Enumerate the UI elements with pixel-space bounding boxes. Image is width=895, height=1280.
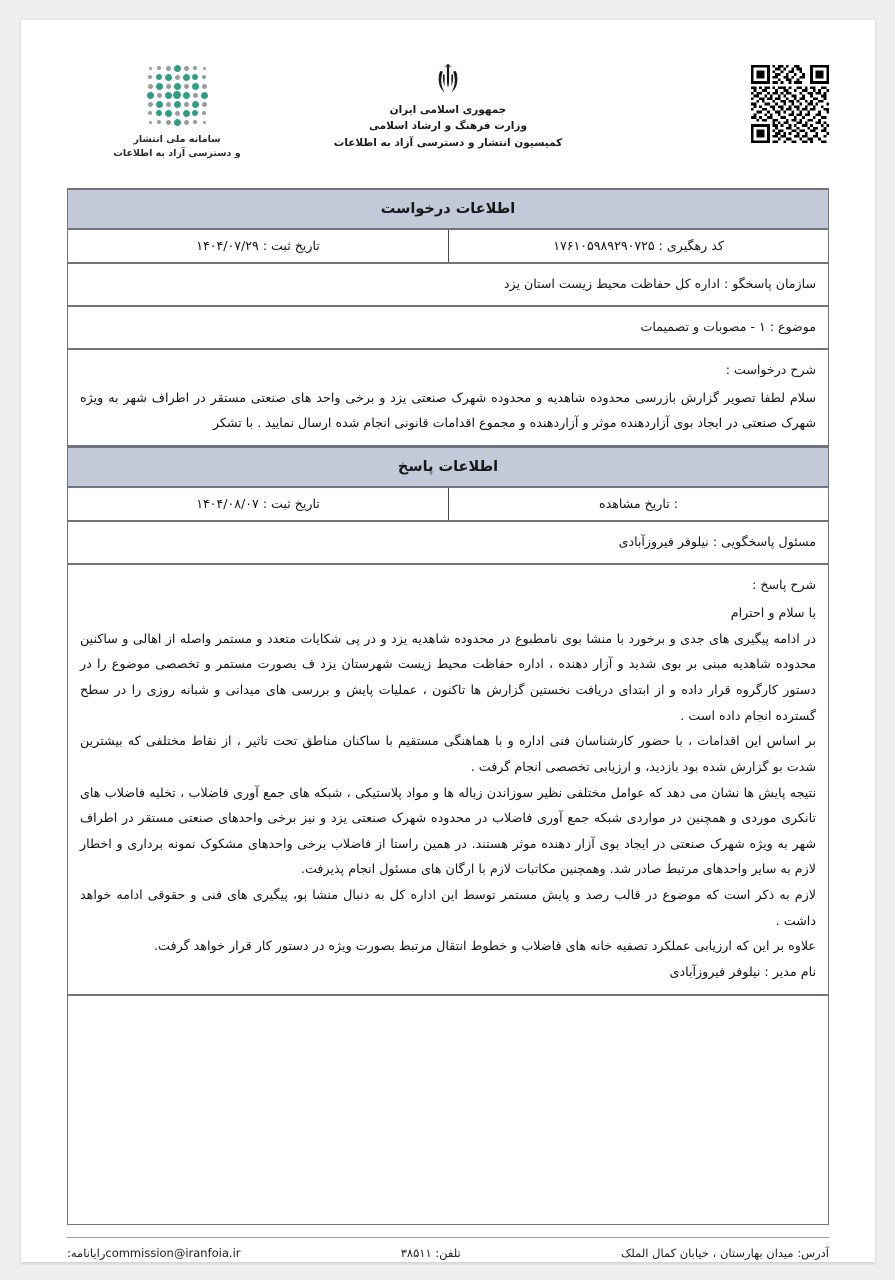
answer-body-row <box>68 565 828 996</box>
dot-grid-logo-icon <box>146 64 208 126</box>
iran-emblem-icon <box>431 62 465 98</box>
footer-email-label: رایانامه: <box>67 1245 106 1260</box>
national-system-block <box>87 64 267 162</box>
blank-content-area <box>68 996 828 1224</box>
national-system-lines <box>87 133 267 162</box>
answer-date-label: تاریخ ثبت : <box>262 496 320 512</box>
footer-phone <box>401 1246 461 1260</box>
request-meta-row <box>68 230 828 264</box>
request-description-text: سلام لطفا تصویر گزارش بازرسی محدوده شاهدیه و محدوده شهرک صنعتی یزد و برخی واحد های صنعتی مستقر در اطراف شهر به ویژه شهرک صنعتی در ایجاد بوی آزاردهنده موثر و آزاردهنده و مجموع اقدامات قانونی انجام شده ارسال نمایید . با تشکر <box>80 389 816 431</box>
document-footer <box>67 1237 829 1260</box>
document-table <box>67 188 829 1225</box>
footer-email <box>67 1246 240 1260</box>
document-page <box>21 20 875 1262</box>
answer-body-label: شرح پاسخ : <box>752 577 816 592</box>
answer-paragraph-1: در ادامه پیگیری های جدی و برخورد با منشا بوی نامطبوع در محدوده شاهدیه یزد و در پی شکایات متعدد و مستمر واصله از اهالی و ساکنین محدوده شاهدیه مبنی بر بوی شدید و آزار دهنده ، اداره حفاظت محیط زیست شهرستان یزد ف بصورت مستمر و تخصصی موضوع را در دستور کارگروه قرار داده و از ابتدای دریافت نخستین گزارش ها تاکنون ، عملیات پایش و بررسی های میدانی و شبانه روزی را در سطح گسترده انجام داده است . <box>80 630 816 723</box>
tracking-code-cell <box>448 230 828 262</box>
responder-text: مسئول پاسخگویی : نیلوفر فیروزآبادی <box>618 534 816 550</box>
organization-row <box>68 264 828 307</box>
footer-email-value[interactable]: commission@iranfoia.ir <box>105 1245 241 1260</box>
subject-text: موضوع : ۱ - مصوبات و تصمیمات <box>640 318 816 334</box>
answer-paragraph-4: لازم به ذکر است که موضوع در قالب رصد و پایش مستمر توسط این اداره کل به دنبال منشا بو، پیگیری های فنی و حقوقی ادامه خواهد داشت . <box>80 887 816 928</box>
ministry-line-1: جمهوری اسلامی ایران <box>389 104 507 116</box>
answer-section-title: اطلاعات پاسخ <box>68 447 828 488</box>
view-date-label: : تاریخ مشاهده <box>599 496 678 512</box>
request-section-title: اطلاعات درخواست <box>68 189 828 230</box>
system-line-2: و دسترسی آزاد به اطلاعات <box>113 148 241 160</box>
ministry-line-3: کمیسیون انتشار و دسترسی آزاد به اطلاعات <box>333 136 563 149</box>
answer-meta-row <box>68 488 828 522</box>
footer-address: آدرس: میدان بهارستان ، خیابان کمال الملک <box>620 1245 829 1260</box>
tracking-code-value: ۱۷۶۱۰۵۹۸۹۲۹۰۷۲۵ <box>553 238 655 253</box>
answer-body-text <box>80 600 816 985</box>
ministry-lines <box>333 102 563 151</box>
request-date-value: ۱۴۰۴/۰۷/۲۹ <box>196 238 259 253</box>
responder-row <box>68 522 828 565</box>
answer-date-value: ۱۴۰۴/۰۸/۰۷ <box>196 496 259 512</box>
view-date-cell <box>448 488 828 520</box>
request-description-cell <box>68 350 828 445</box>
request-date-label: تاریخ ثبت : <box>262 238 320 253</box>
request-description-row <box>68 350 828 447</box>
qr-code-icon <box>751 65 829 143</box>
system-line-1: سامانه ملی انتشار <box>133 134 221 145</box>
answer-paragraph-6: نام مدیر : نیلوفر فیروزآبادی <box>669 964 816 980</box>
answer-paragraph-3: نتیجه پایش ها نشان می دهد که عوامل مختلفی نظیر سوزاندن زباله ها و مواد پلاستیکی ، شبکه های جمع آوری فاضلاب ، تخلیه فاضلاب های تانکری موردی و همچنین در مواردی شبکه جمع آوری فاضلاب در محدوده شهرک صنعتی یزد و نیز برخی واحدهای صنعتی مستقر در اطراف شهر به ویژه شهرک صنعتی در ایجاد بوی آزار دهنده موثر هستند. در همین راستا از فاضلاب برخی واحدهای مشکوک نمونه برداری و اخطار لازم به سایر واحدهای مرتبط صادر شد. وهمچنین مکاتبات لازم با ارگان های مسئول انجام پذیرفت. <box>80 784 816 877</box>
organization-text: سازمان پاسخگو : اداره کل حفاظت محیط زیست استان یزد <box>503 276 816 291</box>
answer-date-cell <box>68 488 448 520</box>
ministry-identity-block <box>333 62 563 151</box>
answer-paragraph-0: با سلام و احترام <box>730 604 816 620</box>
tracking-code-label: کد رهگیری : <box>658 238 724 253</box>
request-date-cell <box>68 230 448 262</box>
footer-phone-label: تلفن: <box>435 1245 461 1260</box>
subject-row <box>68 307 828 350</box>
ministry-line-2: وزارت فرهنگ و ارشاد اسلامی <box>369 120 527 133</box>
attachment-blank-row <box>68 996 828 1224</box>
request-description-label: شرح درخواست : <box>725 361 816 377</box>
footer-phone-value: ۳۸۵۱۱ <box>400 1245 432 1260</box>
answer-body-cell <box>68 565 828 994</box>
answer-paragraph-5: علاوه بر این که ارزیابی عملکرد تصفیه خانه های فاضلاب و خطوط انتقال مرتبط بصورت ویژه در دستور کار قرار خواهد گرفت. <box>154 938 816 954</box>
document-header <box>67 62 829 182</box>
answer-paragraph-2: بر اساس این اقدامات ، با حضور کارشناسان فنی اداره و با هماهنگی مستقیم با ساکنان مناطق تحت تاثیر ، از نقاط مختلفی که بیشترین شدت بو گزارش شده بود بازدید، و ارزیابی تخصصی انجام گرفت . <box>80 733 816 774</box>
